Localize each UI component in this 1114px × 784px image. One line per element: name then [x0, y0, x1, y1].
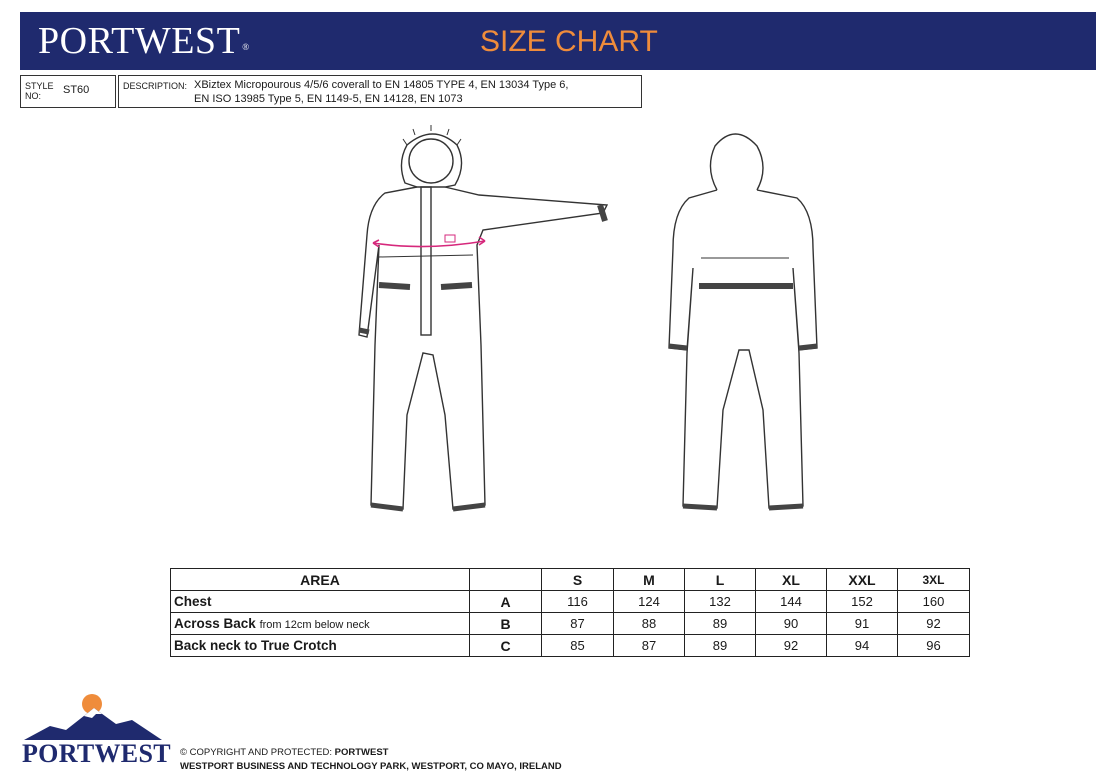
coverall-front-figure — [345, 125, 615, 520]
value-cell: 88 — [614, 613, 685, 635]
size-header: M — [614, 569, 685, 591]
table-row — [171, 591, 970, 613]
size-table — [170, 568, 970, 657]
size-header: S — [542, 569, 614, 591]
value-cell: 85 — [542, 635, 614, 657]
style-value: ST60 — [63, 84, 90, 96]
size-header: XXL — [827, 569, 898, 591]
copyright-line: © COPYRIGHT AND PROTECTED: PORTWEST — [180, 747, 389, 758]
value-cell: 152 — [827, 591, 898, 613]
size-header: 3XL — [898, 569, 970, 591]
value-cell: 96 — [898, 635, 970, 657]
value-cell: 92 — [756, 635, 827, 657]
table-row — [171, 635, 970, 657]
code-header — [470, 569, 542, 591]
style-number-box — [20, 75, 116, 108]
value-cell: 90 — [756, 613, 827, 635]
page-title: SIZE CHART — [480, 25, 658, 58]
coverall-back-figure — [665, 128, 825, 513]
area-cell: Back neck to True Crotch — [171, 635, 470, 657]
code-cell: C — [470, 635, 542, 657]
coverall-front-drawing — [345, 125, 615, 520]
value-cell: 92 — [898, 613, 970, 635]
value-cell: 91 — [827, 613, 898, 635]
table-header-row — [171, 569, 970, 591]
footer-brand: PORTWEST — [22, 739, 171, 768]
value-cell: 144 — [756, 591, 827, 613]
value-cell: 89 — [685, 635, 756, 657]
value-cell: 89 — [685, 613, 756, 635]
value-cell: 116 — [542, 591, 614, 613]
address-line: WESTPORT BUSINESS AND TECHNOLOGY PARK, WESTPORT, CO MAYO, IRELAND — [180, 761, 562, 772]
code-cell: A — [470, 591, 542, 613]
description-label: DESCRIPTION: — [123, 81, 188, 91]
area-cell: Chest — [171, 591, 470, 613]
value-cell: 94 — [827, 635, 898, 657]
value-cell: 124 — [614, 591, 685, 613]
value-cell: 160 — [898, 591, 970, 613]
value-cell: 87 — [542, 613, 614, 635]
size-header: XL — [756, 569, 827, 591]
coverall-back-drawing — [665, 128, 825, 513]
description-line-1: XBiztex Micropourous 4/5/6 coverall to EN 14805 TYPE 4, EN 13034 Type 6, — [194, 79, 569, 91]
area-cell: Across Back from 12cm below neck — [171, 613, 470, 635]
style-label: STYLE NO: — [25, 81, 54, 101]
mountain-sun-icon — [20, 690, 166, 746]
description-line-2: EN ISO 13985 Type 5, EN 1149-5, EN 14128, EN 1073 — [194, 93, 463, 105]
value-cell: 132 — [685, 591, 756, 613]
table-row — [171, 613, 970, 635]
header-bar — [20, 12, 1096, 70]
size-header: L — [685, 569, 756, 591]
code-cell: B — [470, 613, 542, 635]
brand-logo-text: PORTWEST ® — [38, 20, 250, 62]
area-header: AREA — [171, 569, 470, 591]
value-cell: 87 — [614, 635, 685, 657]
description-box — [118, 75, 642, 108]
